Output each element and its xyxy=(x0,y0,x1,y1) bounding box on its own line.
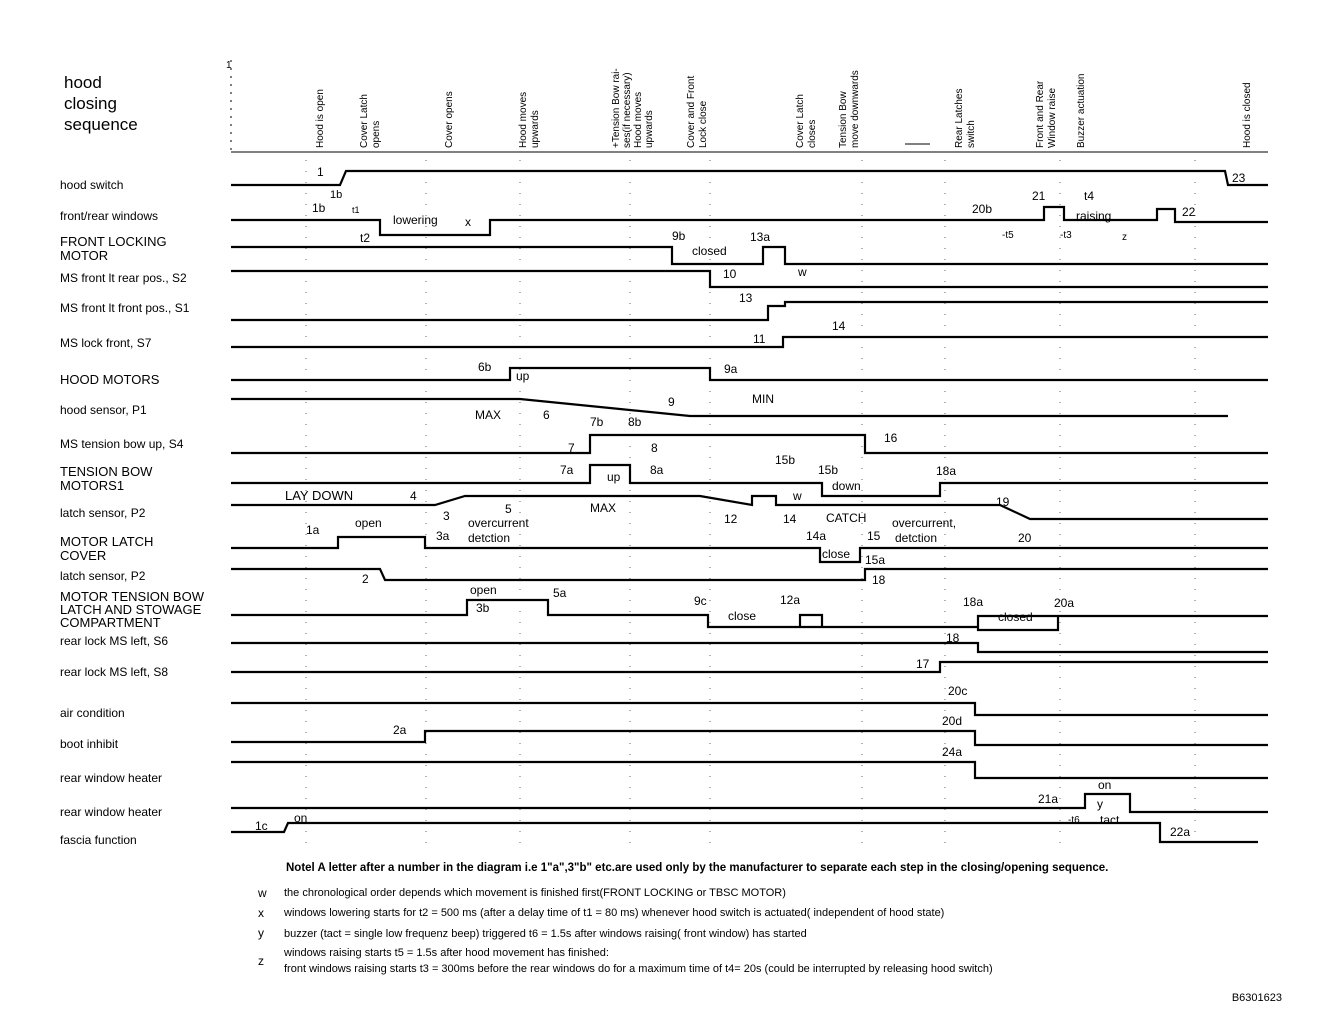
row-label-rear-lock-s6: rear lock MS left, S6 xyxy=(60,634,169,648)
footnote-key: y xyxy=(258,926,264,940)
row-label-line: FRONT LOCKING xyxy=(60,234,167,249)
column-header-line: Hood moves xyxy=(633,91,644,148)
annotation: 20b xyxy=(972,202,993,216)
row-label-hood-sensor: hood sensor, P1 xyxy=(60,403,147,417)
annotation: 14a xyxy=(806,529,827,543)
annotation: MIN xyxy=(752,392,774,406)
annotation: w xyxy=(793,489,802,503)
row-label-ms-lock-front: MS lock front, S7 xyxy=(60,336,152,350)
annotation: 10 xyxy=(723,267,737,281)
annotation: 2 xyxy=(362,572,369,586)
annotation: 6 xyxy=(543,408,550,422)
trace-latch-sensor-2 xyxy=(231,569,1268,580)
footnote-key: x xyxy=(258,906,264,920)
annotation: MAX xyxy=(475,408,502,422)
annotation: -t6 xyxy=(1068,815,1080,826)
annotation: 9a xyxy=(724,362,738,376)
row-label-line: LATCH AND STOWAGE xyxy=(60,602,202,617)
footnote-text: buzzer (tact = single low frequenz beep) triggered t6 = 1.5s after windows raising( front window) has started xyxy=(284,928,807,940)
top-marker: 1 xyxy=(226,60,232,71)
column-header-line: upwards xyxy=(530,110,541,148)
column-header xyxy=(518,89,541,148)
annotation: detction xyxy=(468,531,511,545)
row-label-line: TENSION BOW xyxy=(60,464,153,479)
row-label-line: MOTOR TENSION BOW xyxy=(60,589,204,604)
annotation: 9b xyxy=(672,229,686,243)
column-header-line: Cover opens xyxy=(444,91,455,148)
note-text: Notel A letter after a number in the diagram i.e 1"a",3"b" etc.are used only by the manufacturer to separate each step in the closing/opening sequence. xyxy=(286,862,1109,874)
annotation: -t3 xyxy=(1060,230,1072,241)
annotation: 12a xyxy=(780,593,801,607)
column-header xyxy=(1035,78,1058,148)
annotation: -t5 xyxy=(1002,230,1014,241)
annotation: 15 xyxy=(867,529,881,543)
annotation: 12 xyxy=(724,512,738,526)
annotation: CATCH xyxy=(826,511,867,525)
annotation: 20d xyxy=(942,714,963,728)
annotation: 1b xyxy=(312,201,326,215)
annotation: 20 xyxy=(1018,531,1032,545)
row-label-line: MOTOR LATCH xyxy=(60,534,154,549)
annotation: closed xyxy=(998,610,1033,624)
footnote-key: z xyxy=(258,954,264,968)
trace-tension-bow-motors xyxy=(231,465,1268,496)
annotation: 18a xyxy=(936,464,957,478)
annotation: 18 xyxy=(946,631,960,645)
annotation: 11 xyxy=(753,332,766,346)
row-label-front-rear-windows: front/rear windows xyxy=(60,209,159,223)
row-label-line: COMPARTMENT xyxy=(60,615,161,630)
annotation: 14 xyxy=(783,512,797,526)
annotation: 1 xyxy=(317,165,324,179)
annotation: 22a xyxy=(1170,825,1191,839)
annotation: open xyxy=(355,516,382,530)
annotation: 2a xyxy=(393,723,407,737)
annotation: w xyxy=(798,265,807,279)
column-header xyxy=(795,91,818,148)
column-header-line: Cover and Front xyxy=(686,75,697,148)
column-header xyxy=(359,91,382,148)
footnote-text: windows lowering starts for t2 = 500 ms (after a delay time of t1 = 80 ms) whenever hood switch is actuated( independent of hood state) xyxy=(284,907,945,919)
column-header-line: Hood moves xyxy=(518,91,529,148)
annotation: LAY DOWN xyxy=(285,488,354,503)
annotation: 3 xyxy=(443,509,450,523)
annotation: 5 xyxy=(505,502,512,516)
annotation: x xyxy=(465,215,471,229)
annotation: 3a xyxy=(436,529,450,543)
annotation: 14 xyxy=(832,319,846,333)
annotation: 5a xyxy=(553,586,567,600)
trace-hood-sensor xyxy=(231,399,1228,416)
column-header-line: ses(if necessary) xyxy=(622,72,633,148)
annotation: 15b xyxy=(818,463,839,477)
annotation: 7 xyxy=(568,441,575,455)
annotation: 13a xyxy=(750,230,771,244)
title-line: hood xyxy=(64,73,102,92)
annotation: detction xyxy=(895,531,938,545)
row-label-rear-lock-s8: rear lock MS left, S8 xyxy=(60,665,169,679)
column-header-line: Hood is open xyxy=(315,89,326,148)
row-label-ms-front-rear-pos: MS front lt rear pos., S2 xyxy=(60,271,187,285)
row-label-air-condition: air condition xyxy=(60,706,125,720)
annotation: 6b xyxy=(478,360,492,374)
column-header xyxy=(1242,82,1253,148)
annotation: t1 xyxy=(352,205,360,215)
annotation: on xyxy=(294,811,308,825)
annotation: 20a xyxy=(1054,596,1075,610)
trace-latch-sensor-1 xyxy=(231,496,1268,519)
column-header-line: move downwards xyxy=(850,70,861,148)
annotation: close xyxy=(822,547,851,561)
annotation: lowering xyxy=(393,213,438,227)
annotation: 17 xyxy=(916,657,930,671)
annotation: down xyxy=(832,479,861,493)
trace-rear-lock-s6 xyxy=(231,643,1268,652)
annotation: 19 xyxy=(996,495,1010,509)
row-label-boot-inhibit: boot inhibit xyxy=(60,737,119,751)
annotation: 23 xyxy=(1232,171,1246,185)
annotation: 8b xyxy=(628,415,642,429)
annotation: 8 xyxy=(651,441,658,455)
annotation: 7b xyxy=(590,415,604,429)
row-label-hood-switch: hood switch xyxy=(60,178,124,192)
trace-boot-inhibit xyxy=(231,731,1268,745)
annotation: open xyxy=(470,583,497,597)
annotation: 21 xyxy=(1032,189,1046,203)
column-header-line: Buzzer actuation xyxy=(1076,73,1087,148)
annotation: t4 xyxy=(1084,189,1095,203)
annotation: MAX xyxy=(590,501,617,515)
annotation: 4 xyxy=(410,489,417,503)
column-header-line: +Tension Bow rai- xyxy=(611,68,622,148)
column-header xyxy=(1076,74,1087,149)
column-header-line: Cover Latch xyxy=(795,94,806,148)
trace-front-locking-motor xyxy=(231,247,1268,264)
document-code: B6301623 xyxy=(1231,992,1282,1004)
row-label-line: COVER xyxy=(60,548,107,563)
column-header xyxy=(838,70,861,148)
annotation: 15b xyxy=(775,453,796,467)
annotation: 24a xyxy=(942,745,963,759)
title-line: closing xyxy=(64,94,117,113)
annotation: overcurrent xyxy=(468,516,529,530)
row-label-ms-tension-bow: MS tension bow up, S4 xyxy=(60,437,184,451)
trace-hood-motors xyxy=(231,368,1268,380)
column-header-line: Tension Bow xyxy=(838,91,849,148)
annotation: 22 xyxy=(1182,205,1196,219)
trace-ms-tension-bow-up xyxy=(231,435,1268,453)
column-header-line: Front and Rear xyxy=(1035,80,1046,148)
annotation: 9 xyxy=(668,395,675,409)
row-label-fascia-function: fascia function xyxy=(60,833,137,847)
column-header-line: switch xyxy=(966,120,977,148)
annotation: close xyxy=(728,609,757,623)
annotation: raising xyxy=(1076,209,1112,223)
column-header-line: Rear Latches xyxy=(954,88,965,148)
annotation: 20c xyxy=(948,684,968,698)
row-label-latch-sensor-1: latch sensor, P2 xyxy=(60,506,146,520)
row-label-line: MOTOR xyxy=(60,248,109,263)
row-label-rear-window-heater-2: rear window heater xyxy=(60,805,163,819)
trace-ms-lock-front xyxy=(231,337,1268,347)
footnote-text: front windows raising starts t3 = 300ms before the rear windows do for a maximum time of t4= 20s (could be interrupted by releasing hood switch) xyxy=(284,963,993,975)
annotation: 16 xyxy=(884,431,898,445)
annotation: z xyxy=(1122,232,1127,243)
column-header xyxy=(954,86,977,148)
annotation: t2 xyxy=(360,231,371,245)
footnote-key: w xyxy=(258,886,267,900)
footnote-text: the chronological order depends which movement is finished first(FRONT LOCKING or TBSC MOTOR) xyxy=(284,887,786,899)
column-header xyxy=(611,65,655,148)
row-label-line: MOTORS1 xyxy=(60,478,125,493)
annotation: on xyxy=(1098,778,1112,792)
annotation: 18 xyxy=(872,573,886,587)
trace-ms-front-rear-pos xyxy=(231,271,1268,287)
trace-rear-window-heater-1 xyxy=(231,762,1268,778)
annotation: up xyxy=(607,470,621,484)
annotation: 9c xyxy=(694,594,707,608)
annotation: 1c xyxy=(255,819,268,833)
annotation: 1a xyxy=(306,523,320,537)
annotation: 8a xyxy=(650,463,664,477)
annotation: 13 xyxy=(739,291,753,305)
row-label-rear-window-heater-1: rear window heater xyxy=(60,771,163,785)
column-header-line: Window raise xyxy=(1047,87,1058,148)
column-header-line: Lock close xyxy=(698,100,709,148)
row-label-ms-front-front-pos: MS front lt front pos., S1 xyxy=(60,301,190,315)
trace-hood-switch xyxy=(231,171,1268,185)
annotation: tact xyxy=(1100,813,1120,827)
footnote-text: windows raising starts t5 = 1.5s after hood movement has finished: xyxy=(284,947,609,959)
annotation: up xyxy=(516,369,530,383)
annotation: 7a xyxy=(560,463,574,477)
column-header xyxy=(686,73,709,148)
title-line: sequence xyxy=(64,115,138,134)
trace-rear-lock-s8 xyxy=(231,662,1268,672)
column-header-line: Hood is closed xyxy=(1242,82,1253,148)
trace-motor-latch-cover xyxy=(231,537,1268,562)
annotation: 21a xyxy=(1038,792,1059,806)
annotation: y xyxy=(1097,797,1103,811)
trace-air-condition xyxy=(231,703,1268,715)
column-header-line: Cover Latch xyxy=(359,94,370,148)
trace-rear-window-heater-2 xyxy=(231,794,1268,812)
annotation: 1b xyxy=(330,189,343,201)
column-header-line: closes xyxy=(807,119,818,148)
annotation: 3b xyxy=(476,601,490,615)
row-label-latch-sensor-2: latch sensor, P2 xyxy=(60,569,146,583)
column-header xyxy=(315,89,326,148)
annotation: closed xyxy=(692,244,727,258)
column-header xyxy=(444,91,455,148)
column-header-line: upwards xyxy=(644,110,655,148)
annotation: overcurrent, xyxy=(892,516,957,530)
column-header-line: opens xyxy=(371,120,382,148)
annotation: 15a xyxy=(865,553,886,567)
annotation: 18a xyxy=(963,595,984,609)
row-label-hood-motors: HOOD MOTORS xyxy=(60,372,160,387)
